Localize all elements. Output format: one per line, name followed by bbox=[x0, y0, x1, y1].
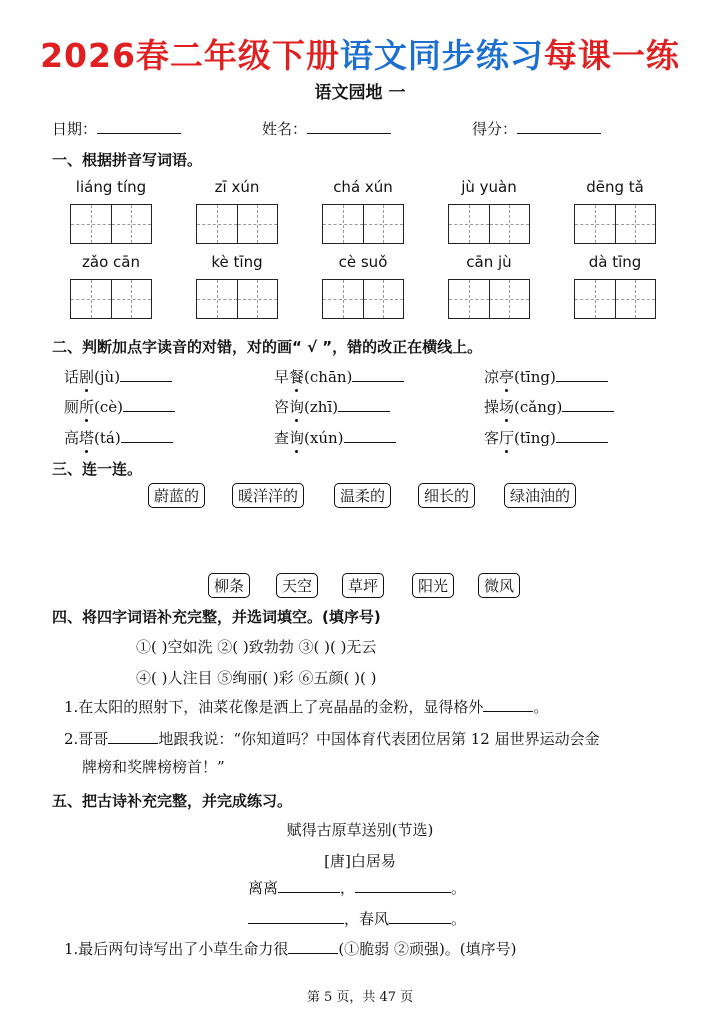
dotted-char: 询 bbox=[289, 429, 305, 447]
name-blank[interactable] bbox=[307, 119, 391, 134]
question-4-1 bbox=[64, 693, 548, 721]
title-part-3: 语文同步练习 bbox=[339, 36, 544, 75]
pinyin-text: cān jù bbox=[466, 253, 512, 271]
judge-pinyin: (chān) bbox=[304, 368, 353, 386]
answer-blank[interactable] bbox=[352, 367, 404, 382]
pinyin-item bbox=[318, 251, 408, 319]
match-word-top[interactable]: 绿油油的 bbox=[504, 483, 576, 508]
judge-char: 操 bbox=[484, 398, 500, 416]
judge-char: 早 bbox=[274, 368, 290, 386]
judge-pinyin: (zhī) bbox=[304, 398, 339, 416]
match-word-top[interactable]: 暖洋洋的 bbox=[232, 483, 304, 508]
judge-pinyin: (cè) bbox=[94, 398, 124, 416]
judge-pinyin: (cǎng) bbox=[514, 398, 563, 416]
answer-blank[interactable] bbox=[288, 939, 338, 954]
pinyin-item bbox=[66, 176, 156, 244]
pinyin-text: kè tīng bbox=[211, 253, 263, 271]
writing-grid[interactable] bbox=[574, 204, 656, 244]
section-1-heading: 一、根据拼音写词语。 bbox=[52, 151, 203, 169]
score-blank[interactable] bbox=[517, 119, 601, 134]
pinyin-item bbox=[66, 251, 156, 319]
pinyin-text: chá xún bbox=[333, 178, 393, 196]
date-label: 日期： bbox=[52, 120, 98, 138]
page-title bbox=[0, 30, 720, 77]
match-word-top[interactable]: 温柔的 bbox=[334, 483, 391, 508]
judge-item bbox=[64, 427, 173, 448]
pinyin-text: zī xún bbox=[214, 178, 260, 196]
pinyin-text: liáng tíng bbox=[75, 178, 147, 196]
question-text-cont: 地跟我说：“你知道吗？中国体育代表团位居第 12 届世界运动会金 bbox=[158, 730, 600, 748]
judge-char: 高 bbox=[64, 429, 80, 447]
writing-grid[interactable] bbox=[70, 204, 152, 244]
answer-blank[interactable] bbox=[483, 697, 533, 712]
answer-blank[interactable] bbox=[556, 428, 608, 443]
judge-item bbox=[274, 366, 404, 387]
page-number: 第 5 页，共 47 页 bbox=[306, 990, 414, 1005]
answer-blank[interactable] bbox=[338, 397, 390, 412]
writing-grid[interactable] bbox=[574, 279, 656, 319]
poem-punct: 。 bbox=[451, 879, 467, 897]
poem-punct: ， bbox=[340, 879, 356, 897]
poem-blank[interactable] bbox=[248, 909, 344, 924]
judge-item bbox=[274, 396, 390, 417]
judge-pinyin: (jù) bbox=[94, 368, 121, 386]
writing-grid[interactable] bbox=[322, 279, 404, 319]
judge-item bbox=[484, 427, 608, 448]
question-5-1 bbox=[64, 935, 517, 963]
poem-punct: 。 bbox=[451, 910, 467, 928]
answer-blank[interactable] bbox=[120, 367, 172, 382]
judge-pinyin: (xún) bbox=[304, 429, 344, 447]
pinyin-item bbox=[444, 251, 534, 319]
dotted-char: 塔 bbox=[79, 429, 95, 447]
date-blank[interactable] bbox=[97, 119, 181, 134]
question-text: 1.在太阳的照射下，油菜花像是洒上了亮晶晶的金粉，显得格外 bbox=[64, 698, 484, 716]
match-word-top[interactable]: 细长的 bbox=[418, 483, 475, 508]
writing-grid[interactable] bbox=[322, 204, 404, 244]
judge-char: 厕 bbox=[64, 398, 80, 416]
question-text-end: 。 bbox=[533, 698, 549, 716]
match-word-bottom[interactable]: 柳条 bbox=[208, 573, 250, 598]
section-3-heading: 三、连一连。 bbox=[52, 460, 143, 478]
title-part-1: 2026春 bbox=[40, 36, 170, 75]
pinyin-text: jù yuàn bbox=[461, 178, 517, 196]
judge-pinyin: (tá) bbox=[94, 429, 121, 447]
judge-pinyin: (tīng) bbox=[514, 368, 556, 386]
poem-line-2 bbox=[248, 905, 466, 933]
answer-blank[interactable] bbox=[562, 397, 614, 412]
match-word-bottom[interactable]: 天空 bbox=[276, 573, 318, 598]
section-4-heading: 四、将四字词语补充完整，并选词填空。(填序号) bbox=[52, 608, 381, 626]
answer-blank[interactable] bbox=[123, 397, 175, 412]
pinyin-item bbox=[192, 176, 282, 244]
poem-line-1 bbox=[248, 874, 466, 902]
pinyin-item bbox=[192, 251, 282, 319]
question-4-2 bbox=[64, 725, 600, 753]
dotted-char: 场 bbox=[499, 398, 515, 416]
pinyin-text: zǎo cān bbox=[82, 253, 140, 271]
answer-blank[interactable] bbox=[108, 729, 158, 744]
judge-item bbox=[484, 396, 614, 417]
idiom-row-2: ④( )人注目 ⑤绚丽( )彩 ⑥五颜( )( ) bbox=[136, 669, 377, 687]
pinyin-text: dà tīng bbox=[588, 253, 642, 271]
dotted-char: 餐 bbox=[289, 368, 305, 386]
judge-item bbox=[64, 396, 175, 417]
pinyin-item bbox=[570, 251, 660, 319]
poem-author: [唐]白居易 bbox=[324, 852, 396, 870]
section-5-heading: 五、把古诗补充完整，并完成练习。 bbox=[52, 792, 293, 810]
question-4-2-continued: 牌榜和奖牌榜榜首！” bbox=[82, 758, 225, 776]
title-part-4: 每课一练 bbox=[543, 36, 680, 75]
judge-char: 话 bbox=[64, 368, 80, 386]
section-2-heading: 二、判断加点字读音的对错，对的画“ √ ”，错的改正在横线上。 bbox=[52, 338, 483, 356]
answer-blank[interactable] bbox=[344, 428, 396, 443]
judge-item bbox=[274, 427, 396, 448]
poem-blank[interactable] bbox=[389, 909, 451, 924]
writing-grid[interactable] bbox=[448, 279, 530, 319]
score-label: 得分： bbox=[472, 120, 518, 138]
judge-char: 凉 bbox=[484, 368, 500, 386]
lesson-subtitle: 语文园地 一 bbox=[314, 83, 406, 103]
poem-blank[interactable] bbox=[355, 878, 451, 893]
pinyin-item bbox=[318, 176, 408, 244]
pinyin-item bbox=[444, 176, 534, 244]
judge-item bbox=[484, 366, 608, 387]
name-label: 姓名： bbox=[262, 120, 308, 138]
writing-grid[interactable] bbox=[196, 204, 278, 244]
name-field[interactable] bbox=[262, 118, 391, 139]
score-field[interactable] bbox=[472, 118, 601, 139]
dotted-char: 剧 bbox=[79, 368, 95, 386]
judge-pinyin: (tīng) bbox=[514, 429, 556, 447]
judge-char: 查 bbox=[274, 429, 290, 447]
match-word-top[interactable]: 蔚蓝的 bbox=[148, 483, 205, 508]
match-word-bottom[interactable]: 微风 bbox=[478, 573, 520, 598]
date-field[interactable] bbox=[52, 118, 181, 139]
title-part-2: 二年级下册 bbox=[169, 36, 340, 75]
answer-blank[interactable] bbox=[121, 428, 173, 443]
idiom-row-1: ①( )空如洗 ②( )致勃勃 ③( )( )无云 bbox=[136, 638, 377, 656]
pinyin-text: dēng tǎ bbox=[586, 178, 644, 196]
writing-grid[interactable] bbox=[196, 279, 278, 319]
poem-text: ，春风 bbox=[344, 910, 390, 928]
dotted-char: 询 bbox=[289, 398, 305, 416]
writing-grid[interactable] bbox=[448, 204, 530, 244]
poem-title: 赋得古原草送别(节选) bbox=[286, 821, 434, 839]
match-word-bottom[interactable]: 阳光 bbox=[412, 573, 454, 598]
pinyin-text: cè suǒ bbox=[338, 253, 388, 271]
judge-item bbox=[64, 366, 172, 387]
answer-blank[interactable] bbox=[556, 367, 608, 382]
dotted-char: 厅 bbox=[499, 429, 515, 447]
poem-blank[interactable] bbox=[278, 878, 340, 893]
question-text: 1.最后两句诗写出了小草生命力很 bbox=[64, 940, 289, 958]
judge-char: 咨 bbox=[274, 398, 290, 416]
pinyin-item bbox=[570, 176, 660, 244]
question-text: 2.哥哥 bbox=[64, 730, 109, 748]
question-text-end: (①脆弱 ②顽强)。(填序号) bbox=[338, 940, 517, 958]
judge-char: 客 bbox=[484, 429, 500, 447]
writing-grid[interactable] bbox=[70, 279, 152, 319]
dotted-char: 亭 bbox=[499, 368, 515, 386]
poem-text: 离离 bbox=[248, 879, 279, 897]
dotted-char: 所 bbox=[79, 398, 95, 416]
match-word-bottom[interactable]: 草坪 bbox=[342, 573, 384, 598]
